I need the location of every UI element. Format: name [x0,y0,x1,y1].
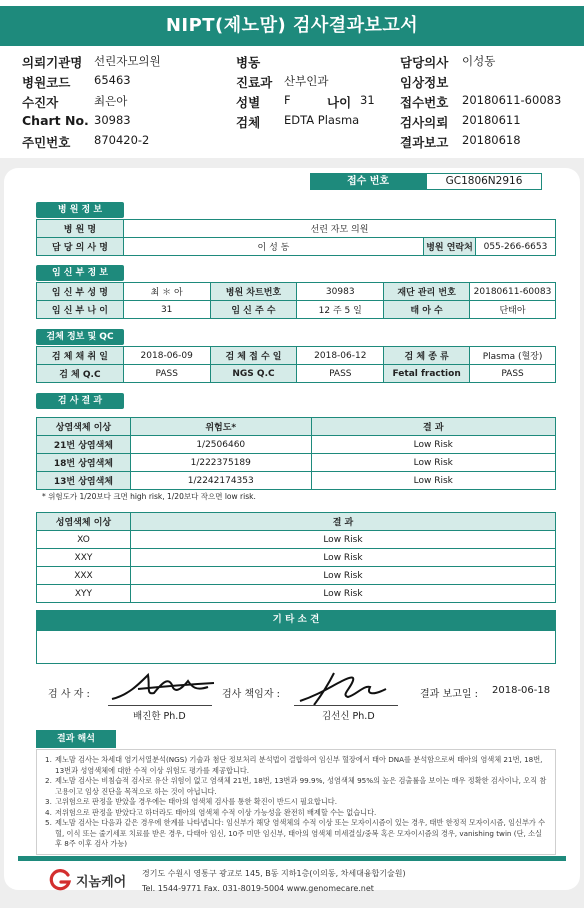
sex-chrom-name: XXX [37,567,131,585]
company-contact: Tel. 1544-9771 Fax. 031-8019-5004 www.genomecare.net [142,884,374,893]
sex-chrom-name: XO [37,531,131,549]
sex-chrom-col-header: 성염색체 이상 [37,513,131,531]
sex-label: 성별 [236,95,261,110]
collect-date-value: 2018-06-09 [123,347,210,365]
pregnant-age-label: 임 신 부 나 이 [37,301,124,319]
receipt-box [310,173,542,190]
clinical-label: 임상정보 [400,75,449,90]
risk-note: * 위험도가 1/20보다 크면 high risk, 1/20보다 작으면 low risk. [42,492,256,501]
specimen-qc-value: PASS [123,365,210,383]
report-date-value: 2018-06-18 [492,685,551,696]
specimen-info-table [36,346,556,383]
list-item [45,755,547,776]
pregnant-name-value: 최 ＊ 아 [123,283,210,301]
ngs-qc-value: PASS [297,365,384,383]
patient-value: 최은아 [94,94,128,108]
fetus-label: 태 아 수 [384,301,470,319]
pregnant-age-value: 31 [123,301,210,319]
sex-chrom-result: Low Risk [130,549,555,567]
tester-label: 검 사 자 : [48,689,90,700]
table-row [37,472,556,490]
list-item [45,808,547,819]
age-value: 31 [360,93,375,107]
manager-signature-line [294,705,398,706]
hospital-label: 의뢰기관명 [22,55,83,70]
item-text: 저위험으로 판정을 받았다고 하더라도 태아의 염색체 수적 이상 가능성을 완전히 배제할 수는 없습니다. [55,807,377,817]
pregnant-info-table [36,282,556,319]
item-number: 5. [45,818,52,827]
item-text: 고위험으로 판정을 받았을 경우에는 태아의 염색체 검사를 통한 확진이 반드시 필요합니다. [55,797,338,806]
hospital-value: 선린자모의원 [94,54,161,68]
doctor-name-value: 이 성 동 [123,238,423,256]
receipt-box-value: GC1806N2916 [426,173,542,190]
weeks-value: 12 주 5 일 [297,301,384,319]
ngs-qc-label: NGS Q.C [210,365,297,383]
risk-col-header: 위험도* [130,418,311,436]
report-title: NIPT(제노맘) 검사결과보고서 [0,6,584,46]
rrn-label: 주민번호 [22,135,71,150]
weeks-label: 임 신 주 수 [210,301,297,319]
receipt-label: 접수번호 [400,95,449,110]
table-row [37,436,556,454]
item-number: 2. [45,776,52,785]
mgmt-no-value: 20180611-60083 [469,283,555,301]
explanation-tab: 결과 해석 [36,730,116,748]
chart-label: Chart No. [22,113,89,128]
chart-value: 30983 [94,113,131,127]
rrn-value: 870420-2 [94,133,150,147]
tester-signature [108,665,218,707]
list-item [45,818,547,850]
tester-name: 배진한 Ph.D [133,711,186,722]
table-row [37,585,556,603]
hospital-info-table [36,219,556,256]
collect-date-label: 검 체 채 취 일 [37,347,124,365]
contact-value: 055-266-6653 [475,238,555,256]
sex-result-col-header: 결 과 [130,513,555,531]
age-label: 나이 [327,95,352,110]
hospital-name-label: 병 원 명 [37,220,124,238]
hospital-info-tab: 병 원 정 보 [36,202,124,218]
specimen-info-tab: 검체 정보 및 QC [36,329,124,345]
chromosome-name: 18번 상염색체 [37,454,131,472]
specimen-type-label: 검 체 종 류 [384,347,470,365]
sex-chrom-result: Low Risk [130,531,555,549]
chromosome-name: 21번 상염색체 [37,436,131,454]
specimen-value: EDTA Plasma [284,113,360,127]
list-item [45,776,547,797]
fetal-fraction-value: PASS [470,365,556,383]
item-text: 제노맘 검사는 다음과 같은 경우에 한계를 나타냅니다: 임신부가 해당 염색체의 수적 이상 또는 모자이시즘이 있는 경우, 태반 한정적 모자이시즘, 임신부가 수혈, 이식 또는 줄기세포 치료를 받은 경우, 다태아 임신, 10주 미만 임신부, 태아의 염색체 미세결실/중복 혹은 모자이시즘의 경우, vanishing twin (단, 소실 후 8주 이후 검사 가능) [55,818,546,848]
receipt-box-label: 접수 번호 [310,173,426,190]
specimen-type-value: Plasma (혈장) [470,347,556,365]
autosome-col-header: 상염색체 이상 [37,418,131,436]
manager-signature [294,665,404,707]
request-value: 20180611 [462,113,521,127]
doctor-value: 이성동 [462,54,496,68]
fetal-fraction-label: Fetal fraction [384,365,470,383]
clinic-value: 산부인과 [284,74,329,88]
specimen-qc-label: 검 체 Q.C [37,365,124,383]
header-info [22,53,562,153]
result-value: Low Risk [311,436,555,454]
receive-date-value: 2018-06-12 [297,347,384,365]
doctor-name-label: 담 당 의 사 명 [37,238,124,256]
clinic-label: 진료과 [236,75,273,90]
specimen-label: 검체 [236,115,261,130]
code-value: 65463 [94,73,131,87]
sex-chrom-result: Low Risk [130,567,555,585]
result-col-header: 결 과 [311,418,555,436]
dept-label: 병동 [236,55,261,70]
genomecare-logo-icon [48,868,72,892]
doctor-label: 담당의사 [400,55,449,70]
request-label: 검사의뢰 [400,115,449,130]
autosome-results-table [36,417,556,490]
item-text: 제노맘 검사는 비침습적 검사로 유산 위험이 없고 염색체 21번, 18번, 13번과 99.9%, 성염색체 95%의 높은 검출률을 보이는 매우 정확한 검사이나, 오직 참고용이고 임상 진단을 목적으로 하는 것이 아닙니다. [55,776,547,796]
sex-chrom-name: XXY [37,549,131,567]
footer-divider [18,856,566,861]
fetus-value: 단태아 [469,301,555,319]
other-findings-title: 기 타 소 견 [36,610,556,630]
company-logo [48,868,126,892]
explanation-box [36,749,556,855]
tester-signature-line [108,705,212,706]
item-number: 4. [45,807,52,817]
risk-value: 1/2506460 [130,436,311,454]
result-value: Low Risk [311,454,555,472]
other-findings-body [36,630,556,664]
table-row [37,454,556,472]
risk-value: 1/2242174353 [130,472,311,490]
item-number: 1. [45,755,52,764]
mgmt-no-label: 재단 관리 번호 [384,283,470,301]
sex-chrom-result: Low Risk [130,585,555,603]
chart-no-label: 병원 차트번호 [210,283,297,301]
manager-label: 검사 책임자 : [222,689,281,700]
sex-chrom-name: XYY [37,585,131,603]
pregnant-info-tab: 임 신 부 정 보 [36,265,124,281]
table-row [37,549,556,567]
chromosome-name: 13번 상염색체 [37,472,131,490]
chart-no-value: 30983 [297,283,384,301]
company-name: 지놈케어 [76,874,127,890]
receive-date-label: 검 체 접 수 일 [210,347,297,365]
receipt-value: 20180611-60083 [462,93,562,107]
item-number: 3. [45,797,52,806]
risk-value: 1/222375189 [130,454,311,472]
contact-label: 병원 연락처 [424,238,476,256]
patient-label: 수진자 [22,95,59,110]
table-row [37,531,556,549]
report-label: 결과보고 [400,135,449,150]
sex-value: F [284,93,291,107]
results-tab: 검 사 결 과 [36,393,124,409]
report-value: 20180618 [462,133,521,147]
result-value: Low Risk [311,472,555,490]
item-text: 제노맘 검사는 차세대 염기서열분석(NGS) 기술과 첨단 정보처리 분석법이 결합하여 임신부 혈장에서 태아 DNA를 분석함으로써 태아의 염색체 21번, 18번, 13번과 성염색체에 대한 수적 이상 위험도 평가를 제공합니다. [55,755,543,775]
table-row [37,567,556,585]
manager-name: 김선신 Ph.D [322,711,375,722]
report-date-label: 결과 보고일 : [420,689,479,700]
list-item [45,797,547,808]
company-address: 경기도 수원시 영통구 광교로 145, B동 지하1층(이의동, 차세대융합기술원) [142,869,406,878]
pregnant-name-label: 임 신 부 성 명 [37,283,124,301]
sex-chromosome-table [36,512,556,603]
hospital-name-value: 선린 자모 의원 [123,220,555,238]
code-label: 병원코드 [22,75,71,90]
